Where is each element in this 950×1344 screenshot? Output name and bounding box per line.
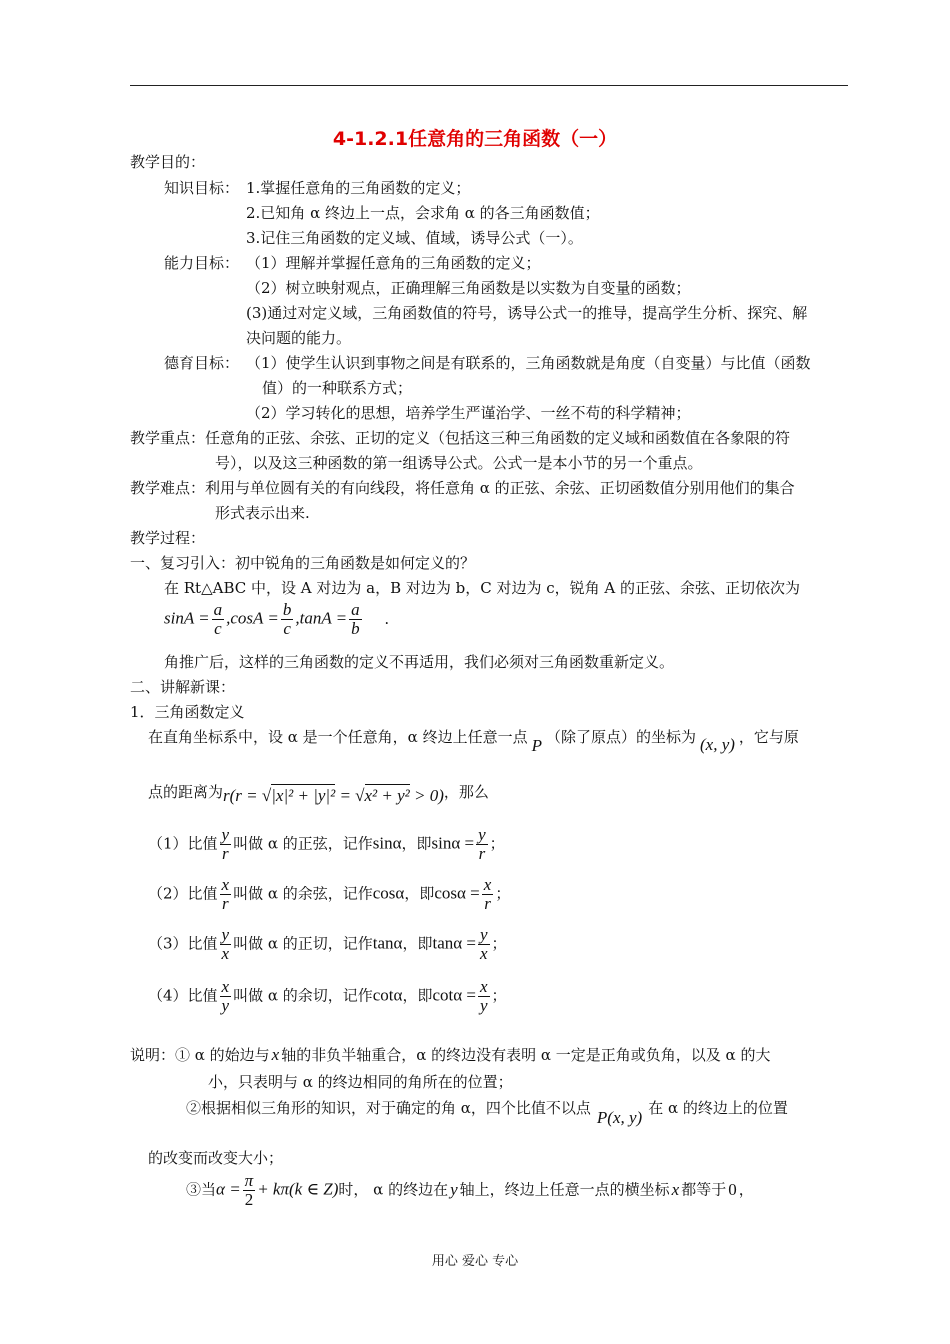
moral-item: 值）的一种联系方式；: [262, 379, 413, 397]
header-rule: [130, 85, 848, 86]
ability-item: （2）树立映射观点，正确理解三角函数是以实数为自变量的函数；: [246, 279, 691, 297]
knowledge-item: 2.已知角 α 终边上一点，会求角 α 的各三角函数值；: [246, 204, 600, 222]
knowledge-item: 3.记住三角函数的定义域、值域，诱导公式（一）。: [246, 229, 583, 247]
difficulties-line: 形式表示出来.: [215, 504, 310, 522]
ability-item: 决问题的能力。: [246, 329, 352, 347]
ratio-row: （3）比值 $\frac{y}{x}$ 叫做 α 的正切，记作tanα，即tanα = $\frac{y}{x}$ ；: [148, 925, 507, 963]
difficulties-line: 教学难点：利用与单位圆有关的有向线段，将任意角 α 的正弦、余弦、正切函数值分别用他们的集合: [130, 479, 795, 497]
page-footer: 用心 爱心 专心: [431, 1254, 519, 1269]
ability-item: （1）理解并掌握任意角的三角函数的定义；: [246, 254, 541, 272]
note-2: ②根据相似三角形的知识，对于确定的角 α，四个比值不以点 P(x, y) 在 α 的终边上的位置: [186, 1099, 788, 1127]
definition-text: 在直角坐标系中，设 α 是一个任意角，α 终边上任意一点 P （除了原点）的坐标为 (x, y) ，它与原: [148, 728, 799, 755]
knowledge-label: 知识目标：: [164, 179, 240, 197]
note-1: 说明：① α 的始边与 x 轴的非负半轴重合，α 的终边没有表明 α 一定是正角或负角，以及 α 的大: [130, 1045, 771, 1064]
definition-heading: 1．三角函数定义: [130, 703, 245, 721]
process-heading: 教学过程：: [130, 529, 206, 547]
note-1-cont: 小，只表明与 α 的终边相同的角所在的位置；: [208, 1073, 513, 1091]
new-lesson-heading: 二、讲解新课：: [130, 678, 236, 696]
moral-label: 德育目标：: [164, 354, 240, 372]
key-points-line: 号），以及这三种函数的第一组诱导公式。公式一是本小节的另一个重点。: [215, 454, 703, 472]
ratio-row: （1）比值 $\frac{y}{r}$ 叫做 α 的正弦，记作sinα，即sinα = $\frac{y}{r}$ ；: [148, 825, 505, 863]
page-title: 4-1.2.1任意角的三角函数（一）: [332, 128, 618, 150]
review-heading: 一、复习引入：初中锐角的三角函数是如何定义的？: [130, 554, 476, 572]
key-points-line: 教学重点：任意角的正弦、余弦、正切的定义（包括这三种三角函数的定义域和函数值在各象限的符: [130, 429, 791, 447]
ratio-row: （2）比值 $\frac{x}{r}$ 叫做 α 的余弦，记作cosα，即cosα = $\frac{x}{r}$ ；: [148, 875, 511, 913]
note-3: ③当α = $\frac{\pi}{2}$ + kπ(k ∈ Z)时， α 的终边在 y 轴上，终边上任意一点的横坐标 x 都等于 0 ，: [186, 1171, 754, 1209]
objectives-heading: 教学目的：: [130, 153, 206, 171]
moral-item: （1）使学生认识到事物之间是有联系的，三角函数就是角度（自变量）与比值（函数: [246, 354, 811, 372]
distance-text: 点的距离为r(r = √|x|² + |y|² = √x² + y² > 0)，那么: [148, 783, 489, 805]
ability-label: 能力目标：: [164, 254, 240, 272]
rt-text: 在 Rt△ABC 中，设 A 对边为 a，B 对边为 b，C 对边为 c，锐角 A 的正弦、余弦、正切依次为: [164, 579, 801, 597]
moral-item: （2）学习转化的思想，培养学生严谨治学、一丝不苟的科学精神；: [246, 404, 691, 422]
generalize-text: 角推广后，这样的三角函数的定义不再适用，我们必须对三角函数重新定义。: [164, 653, 675, 671]
note-2-cont: 的改变而改变大小；: [148, 1149, 284, 1167]
knowledge-item: 1.掌握任意角的三角函数的定义；: [246, 179, 471, 197]
ability-item: (3)通过对定义域，三角函数值的符号，诱导公式一的推导，提高学生分析、探究、解: [246, 304, 808, 322]
acute-formula: sinA = $\frac{a}{c}$ ,cosA = $\frac{b}{c}$ ,tanA = $\frac{a}{b}$ .: [164, 600, 390, 638]
ratio-row: （4）比值 $\frac{x}{y}$ 叫做 α 的余切，记作cotα，即cotα = $\frac{x}{y}$ ；: [148, 977, 507, 1015]
